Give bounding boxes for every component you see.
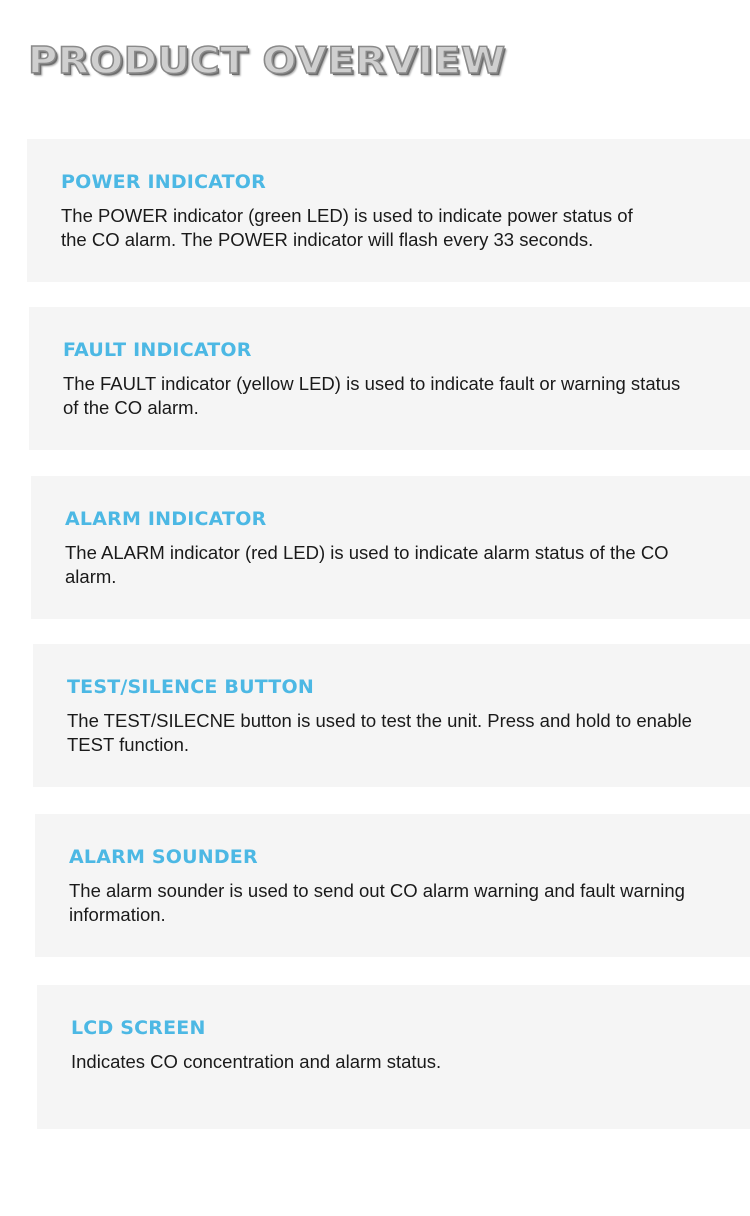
section-heading: FAULT INDICATOR [63,339,252,361]
section-description: Indicates CO concentration and alarm status. [71,1051,442,1072]
section-heading: LCD SCREEN [71,1017,206,1039]
section-description: The alarm sounder is used to send out CO alarm warning and fault warning information. [69,880,685,925]
section-description: The ALARM indicator (red LED) is used to indicate alarm status of the CO alarm. [65,542,669,587]
section-heading: TEST/SILENCE BUTTON [67,676,314,698]
section-heading: ALARM SOUNDER [69,846,258,868]
section-card-lcd-screen [37,985,750,1129]
page-title: PRODUCT OVERVIEW [28,40,506,83]
section-card-alarm-indicator [31,476,750,619]
section-description: The TEST/SILECNE button is used to test the unit. Press and hold to enable TEST function. [67,710,692,755]
section-card-alarm-sounder [35,814,750,957]
section-description: The FAULT indicator (yellow LED) is used to indicate fault or warning status of the CO alarm. [63,373,681,418]
section-heading: POWER INDICATOR [61,171,266,193]
section-card-test-silence-button [33,644,750,787]
section-card-power-indicator [27,139,750,282]
section-description: The POWER indicator (green LED) is used to indicate power status of the CO alarm. The POWER indicator will flash every 33 seconds. [61,205,633,250]
section-card-fault-indicator [29,307,750,450]
section-heading: ALARM INDICATOR [65,508,267,530]
